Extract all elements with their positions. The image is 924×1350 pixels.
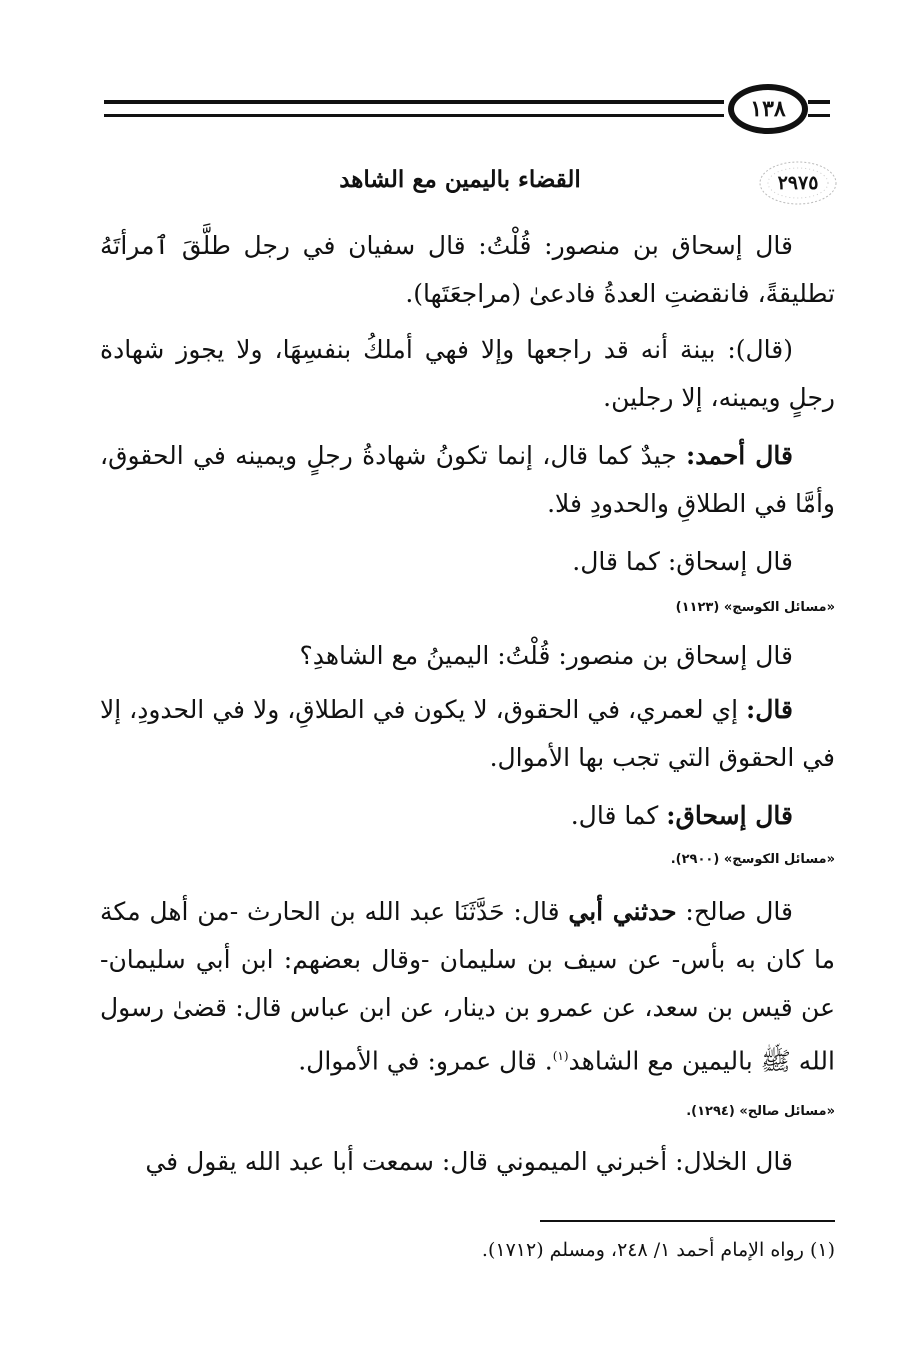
paragraph-text-c: . قال عمرو: في الأموال. — [298, 1046, 553, 1076]
header-rule-bottom — [104, 114, 724, 117]
page-number: ١٣٨ — [728, 84, 808, 134]
entry-number: ٢٩٧٥ — [777, 172, 819, 194]
speaker-label: حدثني أبي — [568, 897, 677, 926]
paragraph-7 — [100, 792, 835, 840]
paragraph-text: قال إسحاق بن منصور: قُلْتُ: اليمينُ مع الشاهدِ؟ — [299, 641, 793, 670]
paragraph-3 — [100, 432, 835, 528]
paragraph-text — [100, 432, 835, 528]
speaker-label: قال: — [746, 695, 793, 724]
paragraph-text-a: قال صالح: — [676, 897, 793, 926]
paragraph-9 — [100, 1138, 835, 1186]
footnote-separator — [540, 1220, 835, 1222]
paragraph-text — [100, 686, 835, 782]
paragraph-5 — [100, 632, 835, 680]
paragraph-text — [100, 792, 835, 840]
paragraph-4 — [100, 538, 835, 586]
paragraph-1 — [100, 222, 835, 318]
paragraph-text: قال الخلال: أخبرني الميموني قال: سمعت أبا عبد الله يقول في — [145, 1147, 793, 1176]
paragraph-text — [100, 888, 835, 1085]
paragraph-text-rest: كما قال. — [570, 801, 667, 830]
entry-number-badge — [756, 158, 840, 208]
paragraph-8 — [100, 888, 835, 1085]
speaker-label: قال إسحاق: — [666, 801, 793, 830]
header-rule-right-top — [808, 100, 830, 104]
header-rule-right-bottom — [808, 114, 830, 117]
chapter-title: القضاء باليمين مع الشاهد — [339, 166, 581, 193]
source-citation-1: «مسائل الكوسج» (١١٢٣) — [675, 600, 835, 615]
speaker-label: قال أحمد: — [686, 441, 793, 470]
paragraph-2 — [100, 326, 835, 422]
footnote: (١) رواه الإمام أحمد ١/ ٢٤٨، ومسلم (١٧١٢). — [481, 1239, 835, 1261]
header-rule-top — [104, 100, 724, 104]
footnote-marker: (١) — [552, 1049, 569, 1063]
paragraph-text-b: قال: حَدَّثَنَا عبد الله بن الحارث -من أهل مكة ما كان به بأس- عن سيف بن سليمان -وقال بعضهم: ابن أبي سليمان- عن قيس بن سعد، عن عمرو بن دينار، عن ابن عباس قال: قضىٰ رسول الله ﷺ باليمين مع الشاهد — [100, 897, 835, 1076]
paragraph-text: قال إسحاق بن منصور: قُلْتُ: قال سفيان في رجل طلَّقَ ٱمرأتَهُ تطليقةً، فانقضتِ العدةُ فادعىٰ (مراجعَتَها). — [100, 231, 835, 308]
paragraph-6 — [100, 686, 835, 782]
paragraph-text-rest: جيدٌ كما قال، إنما تكونُ شهادةُ رجلٍ ويمينه في الحقوق، وأمَّا في الطلاقِ والحدودِ فلا. — [100, 441, 835, 518]
source-citation-3: «مسائل صالح» (١٢٩٤). — [686, 1104, 835, 1119]
paragraph-text: قال إسحاق: كما قال. — [572, 547, 793, 576]
paragraph-text: (قال): بينة أنه قد راجعها وإلا فهي أملكُ بنفسِهَا، ولا يجوز شهادة رجلٍ ويمينه، إلا رجلين. — [100, 335, 835, 412]
paragraph-text-rest: إي لعمري، في الحقوق، لا يكون في الطلاقِ، ولا في الحدودِ، إلا في الحقوق التي تجب بها الأموال. — [100, 695, 835, 772]
source-citation-2: «مسائل الكوسج» (٢٩٠٠). — [670, 852, 835, 867]
